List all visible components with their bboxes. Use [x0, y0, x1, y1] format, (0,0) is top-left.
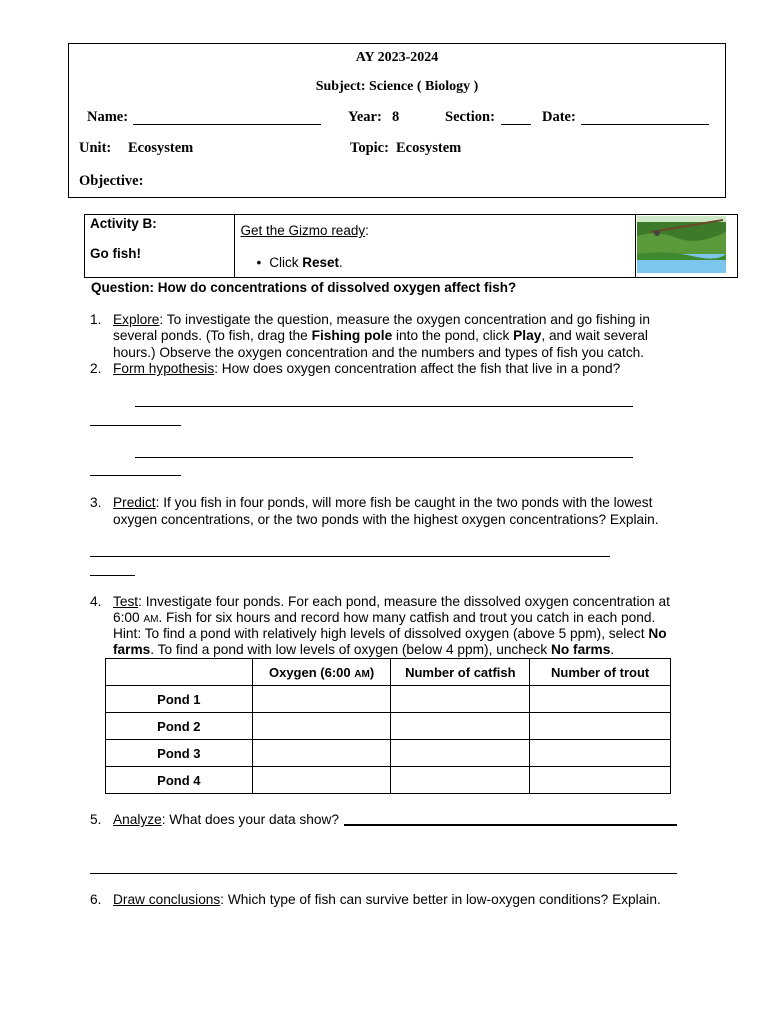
step-4-line-d [113, 641, 614, 658]
oxygen-cell[interactable] [252, 767, 391, 794]
step-4-text-d3: . [610, 642, 615, 657]
data-table [105, 658, 671, 794]
header-oxygen [252, 659, 391, 686]
catfish-cell[interactable] [391, 713, 530, 740]
answer-line-2d[interactable] [90, 475, 181, 476]
reset-text: Reset [302, 255, 340, 270]
step-3-line-b: oxygen concentrations, or the two ponds with the highest oxygen concentrations? Explain. [113, 512, 659, 527]
activity-table [84, 214, 738, 278]
reset-step [257, 255, 343, 270]
test-label: Test [113, 594, 139, 609]
answer-line-2a[interactable] [135, 406, 633, 407]
pond-label: Pond 3 [106, 740, 253, 767]
catfish-cell[interactable] [391, 740, 530, 767]
answer-line-5a[interactable] [344, 824, 677, 826]
gizmo-pond-image [637, 216, 726, 273]
table-row [106, 767, 671, 794]
trout-cell[interactable] [530, 740, 671, 767]
subject: Subject: Science ( Biology ) [315, 79, 479, 94]
gizmo-ready [241, 223, 369, 238]
activity-title: Activity B: [90, 216, 157, 231]
oxygen-cell[interactable] [252, 740, 391, 767]
no-farms-text: No farms [551, 642, 611, 657]
section-field[interactable] [501, 124, 531, 125]
step-4-text-c1: Hint: To find a pond with relatively high levels of dissolved oxygen (above 5 ppm), select [113, 626, 649, 641]
form-hypothesis-label: Form hypothesis [113, 361, 215, 376]
unit-value: Ecosystem [128, 140, 194, 156]
step-3-line-a [113, 494, 652, 511]
pond-label: Pond 4 [106, 767, 253, 794]
header-oxygen-text: Oxygen (6:00 [268, 664, 355, 680]
step-4-text-b2: . Fish for six hours and record how many catfish and trout you catch in each pond. [158, 610, 656, 625]
academic-year: AY 2023-2024 [355, 50, 439, 65]
am-text: AM [143, 614, 159, 625]
step-4-text-b1: 6:00 [113, 610, 144, 625]
pond-label: Pond 2 [106, 713, 253, 740]
step-3-text-a: : If you fish in four ponds, will more fish be caught in the two ponds with the lowest [155, 495, 653, 510]
activity-title-cell [85, 215, 235, 278]
pond-label: Pond 1 [106, 686, 253, 713]
header-oxygen-close: ) [369, 664, 375, 680]
catfish-cell[interactable] [391, 686, 530, 713]
step-6-num: 6. [90, 892, 102, 907]
step-5-line [113, 811, 339, 828]
step-1-text-b2: into the pond, click [392, 328, 514, 343]
step-4-line-c [113, 625, 667, 642]
catfish-cell[interactable] [391, 767, 530, 794]
trout-cell[interactable] [530, 767, 671, 794]
draw-conclusions-label: Draw conclusions [113, 892, 221, 907]
step-1-line-c: hours.) Observe the oxygen concentration and the numbers and types of fish you catch. [113, 345, 645, 360]
objective-label: Objective: [79, 173, 144, 189]
step-2-num: 2. [90, 361, 102, 376]
step-1-line-a [113, 311, 650, 328]
topic-label: Topic: [350, 140, 389, 156]
table-row [106, 713, 671, 740]
answer-line-3a[interactable] [90, 556, 610, 557]
header-catfish: Number of catfish [391, 659, 530, 686]
year-label: Year: [348, 109, 382, 125]
header-empty [106, 659, 253, 686]
table-row [106, 686, 671, 713]
no-text: No [648, 626, 667, 641]
name-field[interactable] [133, 124, 321, 125]
answer-line-2b[interactable] [90, 425, 181, 426]
step-5-num: 5. [90, 812, 102, 827]
step-2-text: : How does oxygen concentration affect the fish that live in a pond? [214, 361, 621, 376]
analyze-label: Analyze [113, 812, 162, 827]
step-4-text-a: : Investigate four ponds. For each pond, measure the dissolved oxygen concentration at [138, 594, 670, 609]
step-4-text-d2: . To find a pond with low levels of oxygen (below 4 ppm), uncheck [150, 642, 551, 657]
click-text: Click [269, 255, 303, 270]
step-6-line [113, 891, 661, 908]
date-label: Date: [542, 109, 576, 125]
oxygen-cell[interactable] [252, 686, 391, 713]
play-text: Play [513, 328, 542, 343]
predict-label: Predict [113, 495, 156, 510]
farms-text: farms [113, 642, 151, 657]
step-2-line [113, 360, 620, 377]
step-5-text: : What does your data show? [161, 812, 339, 827]
step-1-text-a: : To investigate the question, measure the oxygen concentration and go fishing in [159, 312, 650, 327]
answer-line-2c[interactable] [135, 457, 633, 458]
activity-subtitle: Go fish! [90, 246, 141, 261]
fishing-pole-text: Fishing pole [311, 328, 393, 343]
step-1-line-b [113, 327, 648, 344]
step-6-text: : Which type of fish can survive better in low-oxygen conditions? Explain. [220, 892, 661, 907]
answer-line-3b[interactable] [90, 575, 135, 576]
step-1-text-b3: , and wait several [541, 328, 648, 343]
trout-cell[interactable] [530, 713, 671, 740]
trout-cell[interactable] [530, 686, 671, 713]
step-1-num: 1. [90, 312, 102, 327]
year-value: 8 [392, 109, 400, 125]
header-oxygen-am: AM [354, 668, 370, 680]
header-box [68, 43, 726, 198]
table-header-row [106, 659, 671, 686]
name-label: Name: [87, 109, 129, 125]
question-heading: Question: How do concentrations of dissolved oxygen affect fish? [91, 280, 517, 295]
explore-label: Explore [113, 312, 160, 327]
unit-label: Unit: [79, 140, 112, 156]
activity-instructions-cell [234, 215, 636, 278]
header-trout: Number of trout [530, 659, 671, 686]
oxygen-cell[interactable] [252, 713, 391, 740]
step-4-num: 4. [90, 594, 102, 609]
step-3-num: 3. [90, 495, 102, 510]
step-4-line-a [113, 593, 670, 610]
section-label: Section: [445, 109, 495, 125]
period: . [339, 255, 343, 270]
gizmo-ready-label: Get the Gizmo ready [240, 223, 366, 238]
topic-value: Ecosystem [396, 140, 462, 156]
answer-line-5b[interactable] [90, 873, 677, 874]
bullet: • [256, 255, 262, 270]
gizmo-thumbnail-cell [636, 215, 738, 278]
step-1-text-b1: several ponds. (To fish, drag the [113, 328, 312, 343]
gizmo-ready-colon: : [365, 223, 369, 238]
table-row [106, 740, 671, 767]
date-field[interactable] [581, 124, 709, 125]
